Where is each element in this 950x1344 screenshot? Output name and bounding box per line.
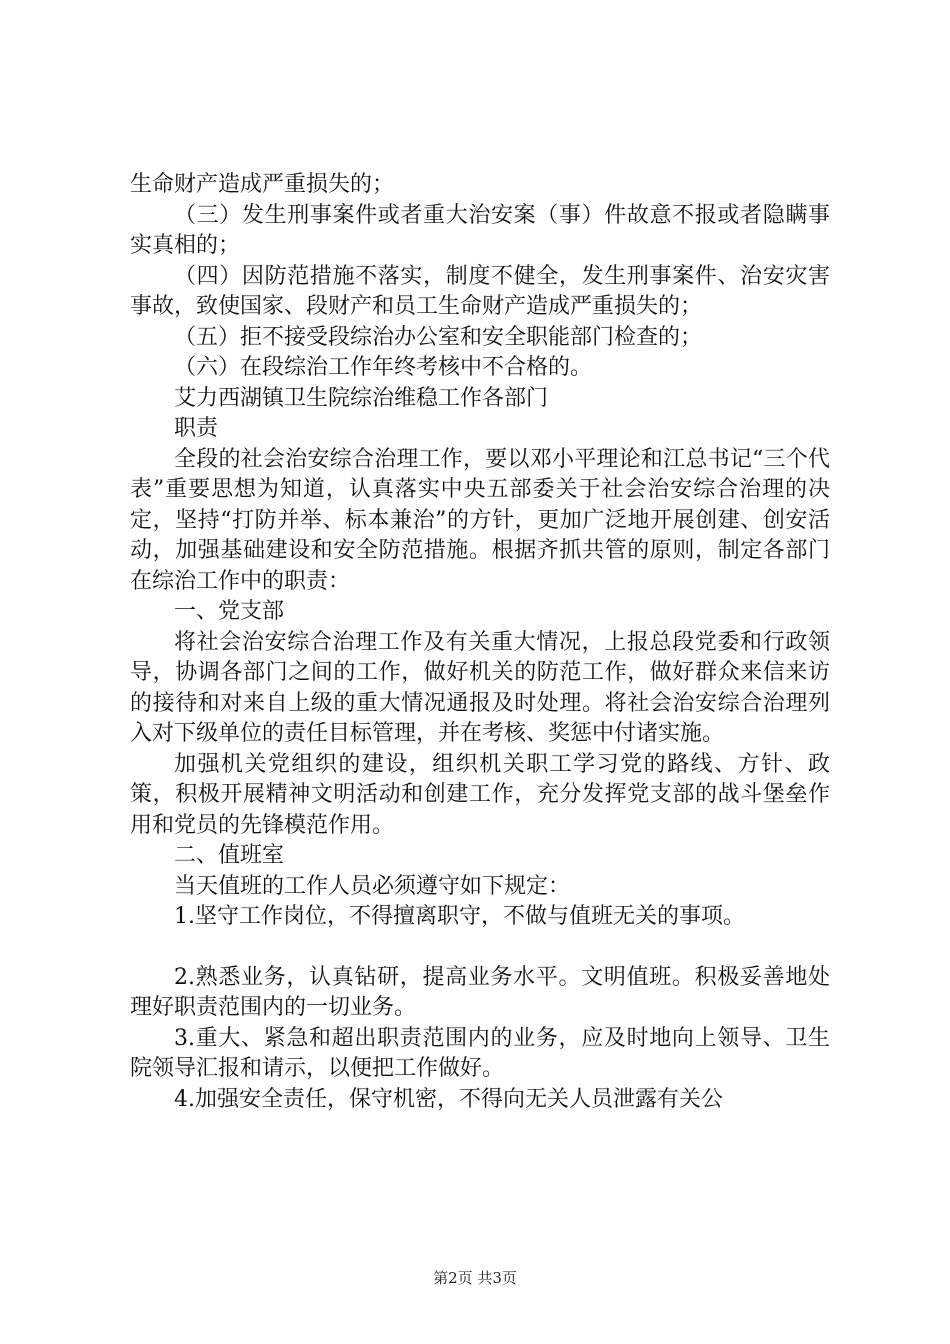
- page-number-footer: 第2页 共3页: [433, 1269, 517, 1287]
- paragraph: 当天值班的工作人员必须遵守如下规定：: [174, 873, 571, 899]
- paragraph: （五）拒不接受段综治办公室和安全职能部门检查的；: [174, 324, 703, 350]
- paragraph: 加强机关党组织的建设，组织机关职工学习党的路线、方针、政策，积极开展精神文明活动和创建工作，充分发挥党支部的战斗堡垒作用和党员的先锋模范作用。: [130, 751, 830, 838]
- list-item: 1.坚守工作岗位，不得擅离职守，不做与值班无关的事项。: [174, 904, 745, 929]
- section-heading: 艾力西湖镇卫生院综治维稳工作各部门: [174, 385, 549, 411]
- paragraph: （三）发生刑事案件或者重大治安案（事）件故意不报或者隐瞒事实真相的；: [130, 202, 830, 258]
- section-heading: 二、值班室: [174, 843, 285, 868]
- list-item: 4.加强安全责任，保守机密，不得向无关人员泄露有关公: [174, 1086, 723, 1112]
- list-item: 2.熟悉业务，认真钻研，提高业务水平。文明值班。积极妥善地处理好职责范围内的一切业务。: [130, 964, 830, 1020]
- paragraph: （四）因防范措施不落实，制度不健全，发生刑事案件、治安灾害事故，致使国家、段财产和员工生命财产造成严重损失的；: [130, 263, 830, 319]
- list-item: 3.重大、紧急和超出职责范围内的业务，应及时地向上领导、卫生院领导汇报和请示，以便把工作做好。: [130, 1025, 830, 1081]
- paragraph: 生命财产造成严重损失的；: [130, 172, 395, 197]
- paragraph: 全段的社会治安综合治理工作，要以邓小平理论和江总书记“三个代表”重要思想为知道，认真落实中央五部委关于社会治安综合治理的决定，坚持“打防并举、标本兼治”的方针，更加广泛地开展创建、创安活动，加强基础建设和安全防范措施。根据齐抓共管的原则，制定各部门在综治工作中的职责：: [130, 446, 830, 594]
- document-body: [130, 170, 830, 1115]
- paragraph: 将社会治安综合治理工作及有关重大情况，上报总段党委和行政领导，协调各部门之间的工作，做好机关的防范工作，做好群众来信来访的接待和对来自上级的重大情况通报及时处理。将社会治安综合治理列入对下级单位的责任目标管理，并在考核、奖惩中付诸实施。: [130, 629, 830, 746]
- section-heading: 职责: [174, 416, 219, 441]
- paragraph: （六）在段综治工作年终考核中不合格的。: [174, 355, 593, 380]
- section-heading: 一、党支部: [174, 599, 285, 624]
